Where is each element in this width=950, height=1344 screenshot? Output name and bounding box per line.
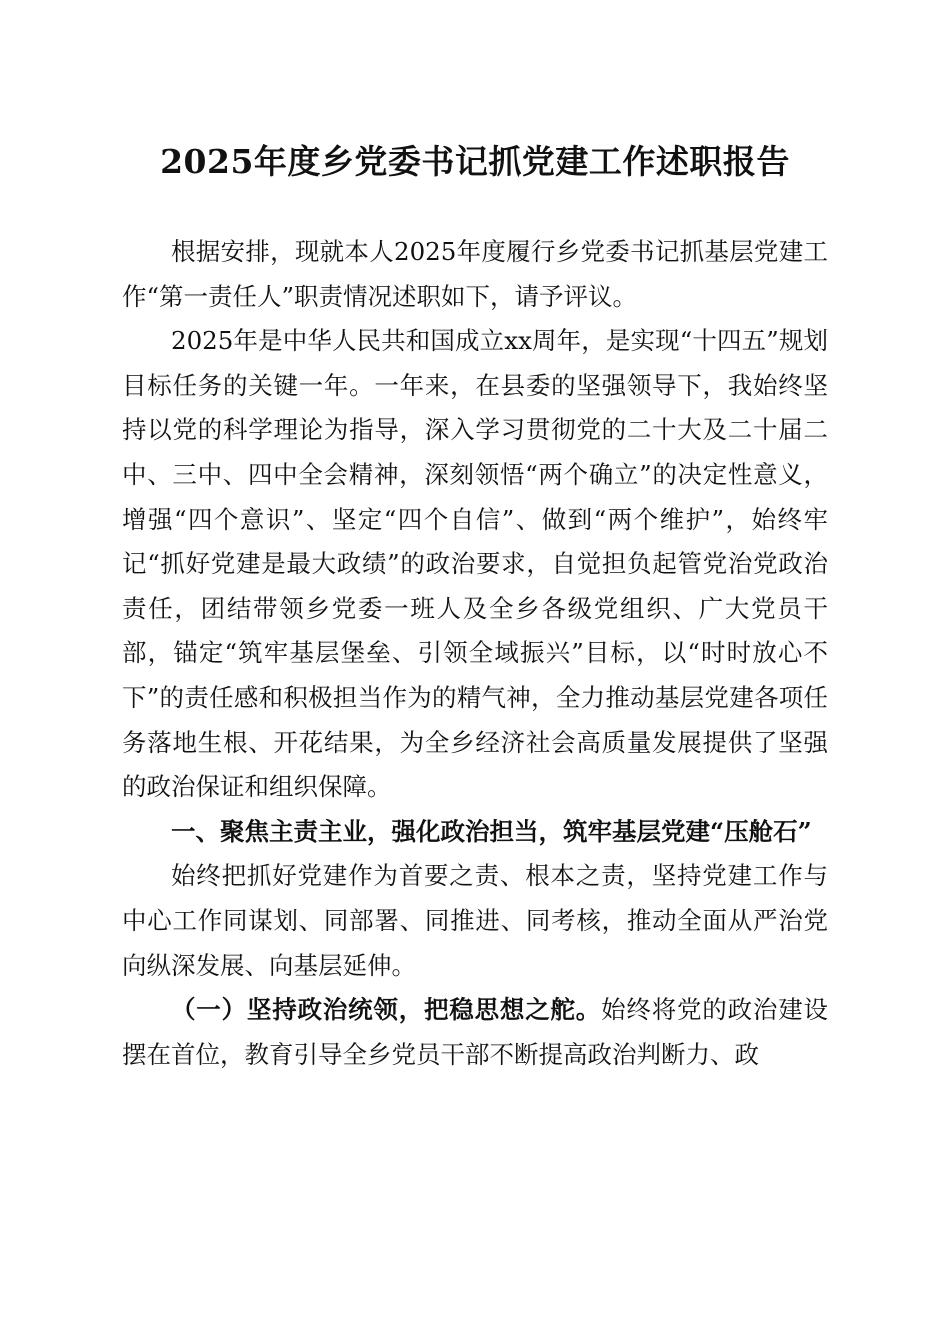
intro-paragraph: 根据安排，现就本人2025年度履行乡党委书记抓基层党建工作“第一责任人”职责情况述职如下，请予评议。 [122, 237, 828, 311]
subsection-1-lead: （一）坚持政治统领，把稳思想之舵。 [171, 995, 602, 1025]
subsection-1-paragraph [122, 988, 828, 1077]
section-heading-1: 一、聚焦主责主业，强化政治担当，筑牢基层党建“压舱石” [171, 816, 812, 846]
section-1-intro-paragraph: 始终把抓好党建作为首要之责、根本之责，坚持党建工作与中心工作同谋划、同部署、同推进、同考核，推动全面从严治党向纵深发展、向基层延伸。 [122, 861, 828, 980]
document-title: 2025年度乡党委书记抓党建工作述职报告 [160, 142, 790, 181]
overview-paragraph: 2025年是中华人民共和国成立xx周年，是实现“十四五”规划目标任务的关键一年。一年来，在县委的坚强领导下，我始终坚持以党的科学理论为指导，深入学习贯彻党的二十大及二十届二中、三中、四中全会精神，深刻领悟“两个确立”的决定性意义，增强“四个意识”、坚定“四个自信”、做到“两个维护”，始终牢记“抓好党建是最大政绩”的政治要求，自觉担负起管党治党政治责任，团结带领乡党委一班人及全乡各级党组织、广大党员干部，锚定“筑牢基层堡垒、引领全域振兴”目标，以“时时放心不下”的责任感和积极担当作为的精气神，全力推动基层党建各项任务落地生根、开花结果，为全乡经济社会高质量发展提供了坚强的政治保证和组织保障。 [122, 326, 828, 802]
document-body [122, 230, 828, 1077]
subsection-1-text: 始终将党的政治建设摆在首位，教育引导全乡党员干部不断提高政治判断力、政 [122, 995, 829, 1069]
